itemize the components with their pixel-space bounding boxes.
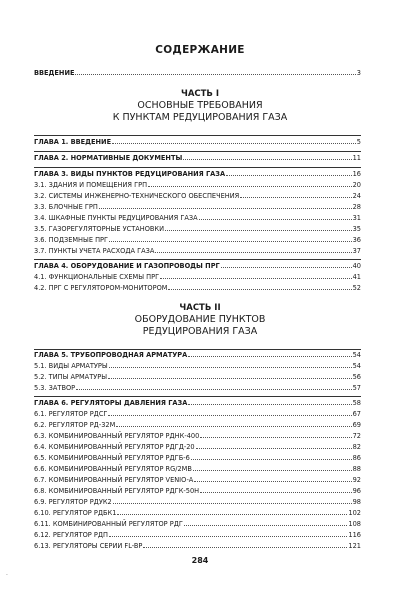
leader-dots	[196, 442, 352, 449]
leader-dots	[193, 464, 352, 471]
toc-entry-section[interactable]	[34, 530, 361, 539]
toc-entry-page: 37	[352, 247, 361, 255]
part-subtitle: РЕДУЦИРОВАНИЯ ГАЗА	[142, 326, 258, 337]
toc-entry-page: 28	[352, 203, 361, 211]
toc-entry-page: 102	[348, 509, 361, 517]
leader-dots	[183, 153, 351, 160]
toc-entry-section[interactable]	[34, 202, 361, 211]
toc-entry-section[interactable]	[34, 361, 361, 370]
toc-entry-page: 88	[352, 465, 361, 473]
toc-entry-label: 6.4. КОМБИНИРОВАННЫЙ РЕГУЛЯТОР РДГД-20	[34, 443, 195, 451]
toc-entry-page: 96	[352, 487, 361, 495]
leader-dots	[155, 246, 351, 253]
divider	[34, 135, 361, 136]
toc-entry-label: 6.3. КОМБИНИРОВАННЫЙ РЕГУЛЯТОР РДНК-400	[34, 432, 200, 440]
leader-dots	[109, 361, 352, 368]
part-heading: ЧАСТЬ I	[180, 89, 220, 99]
toc-entry-page: 72	[352, 432, 361, 440]
leader-dots	[191, 453, 352, 460]
toc-entry-chapter[interactable]	[34, 169, 361, 178]
toc-entry-section[interactable]	[34, 508, 361, 517]
leader-dots	[221, 261, 352, 268]
leader-dots	[194, 475, 351, 482]
toc-entry-label: 6.7. КОМБИНИРОВАННЫЙ РЕГУЛЯТОР VENIO-A	[34, 476, 194, 484]
leader-dots	[99, 202, 352, 209]
page-title: СОДЕРЖАНИЕ	[155, 44, 245, 56]
toc-entry-label: ВВЕДЕНИЕ	[34, 69, 75, 77]
toc-entry-chapter[interactable]	[34, 153, 361, 162]
leader-dots	[148, 180, 352, 187]
toc-entry-label: ГЛАВА 2. НОРМАТИВНЫЕ ДОКУМЕНТЫ	[34, 154, 183, 162]
toc-entry-page: 35	[352, 225, 361, 233]
toc-entry-section[interactable]	[34, 235, 361, 244]
toc-entry-page: 108	[348, 520, 361, 528]
toc-entry-page: 36	[352, 236, 361, 244]
toc-entry-section[interactable]	[34, 383, 361, 392]
leader-dots	[113, 497, 352, 504]
toc-entry-page: 11	[352, 154, 361, 162]
toc-entry-section[interactable]	[34, 431, 361, 440]
toc-entry-label: ГЛАВА 6. РЕГУЛЯТОРЫ ДАВЛЕНИЯ ГАЗА	[34, 399, 188, 407]
leader-dots	[199, 213, 352, 220]
leader-dots	[168, 283, 351, 290]
toc-entry-label: 3.7. ПУНКТЫ УЧЕТА РАСХОДА ГАЗА	[34, 247, 155, 255]
toc-entry-page: 86	[352, 454, 361, 462]
toc-entry-label: ГЛАВА 5. ТРУБОПРОВОДНАЯ АРМАТУРА	[34, 351, 188, 359]
toc-entry-page: 67	[352, 410, 361, 418]
toc-entry-label: 3.4. ШКАФНЫЕ ПУНКТЫ РЕДУЦИРОВАНИЯ ГАЗА	[34, 214, 198, 222]
toc-entry-label: 4.1. ФУНКЦИОНАЛЬНЫЕ СХЕМЫ ПРГ	[34, 273, 160, 281]
leader-dots	[109, 530, 347, 537]
toc-entry-label: 6.8. КОМБИНИРОВАННЫЙ РЕГУЛЯТОР РДГК-50Н	[34, 487, 200, 495]
leader-dots	[143, 541, 347, 548]
toc-entry-page: 31	[352, 214, 361, 222]
toc-entry-section[interactable]	[34, 213, 361, 222]
toc-entry-page: 5	[356, 138, 361, 146]
leader-dots	[160, 272, 352, 279]
leader-dots	[188, 398, 351, 405]
toc-entry-section[interactable]	[34, 180, 361, 189]
leader-dots	[116, 420, 351, 427]
toc-entry-page: 20	[352, 181, 361, 189]
toc-entry-page: 92	[352, 476, 361, 484]
leader-dots	[240, 191, 351, 198]
toc-entry-page: 69	[352, 421, 361, 429]
leader-dots	[226, 169, 352, 176]
toc-entry-chapter[interactable]	[34, 137, 361, 146]
toc-entry-chapter[interactable]	[34, 261, 361, 270]
toc-entry-page: 40	[352, 262, 361, 270]
page-number: 284	[191, 556, 209, 565]
toc-entry-section[interactable]	[34, 191, 361, 200]
toc-entry-section[interactable]	[34, 519, 361, 528]
toc-entry-section[interactable]	[34, 497, 361, 506]
toc-entry-label: 6.10. РЕГУЛЯТОР РДБК1	[34, 509, 117, 517]
toc-entry-label: 4.2. ПРГ С РЕГУЛЯТОРОМ-МОНИТОРОМ	[34, 284, 168, 292]
leader-dots	[108, 372, 352, 379]
toc-entry-label: 5.3. ЗАТВОР	[34, 384, 76, 392]
leader-dots	[188, 350, 351, 357]
toc-entry-intro[interactable]	[34, 68, 361, 77]
toc-entry-page: 56	[352, 373, 361, 381]
toc-entry-section[interactable]	[34, 224, 361, 233]
toc-entry-page: 16	[352, 170, 361, 178]
toc-entry-label: 3.1. ЗДАНИЯ И ПОМЕЩЕНИЯ ГРП	[34, 181, 148, 189]
toc-entry-label: 6.5. КОМБИНИРОВАННЫЙ РЕГУЛЯТОР РДГБ-6	[34, 454, 190, 462]
divider	[34, 396, 361, 397]
leader-dots	[165, 224, 352, 231]
toc-entry-page: 3	[356, 69, 361, 77]
leader-dots	[200, 486, 351, 493]
toc-entry-page: 58	[352, 399, 361, 407]
toc-entry-label: 6.6. КОМБИНИРОВАННЫЙ РЕГУЛЯТОР RG/2MB	[34, 465, 192, 473]
toc-entry-section[interactable]	[34, 442, 361, 451]
toc-entry-label: 3.6. ПОДЗЕМНЫЕ ПРГ	[34, 236, 109, 244]
leader-dots	[184, 519, 348, 526]
toc-entry-section[interactable]	[34, 246, 361, 255]
toc-entry-label: 6.1. РЕГУЛЯТОР РДСГ	[34, 410, 108, 418]
toc-entry-page: 54	[352, 351, 361, 359]
toc-entry-label: ГЛАВА 4. ОБОРУДОВАНИЕ И ГАЗОПРОВОДЫ ПРГ	[34, 262, 220, 270]
toc-entry-section[interactable]	[34, 541, 361, 550]
toc-entry-section[interactable]	[34, 453, 361, 462]
toc-entry-label: 3.3. БЛОЧНЫЕ ГРП	[34, 203, 98, 211]
corner-mark: ·	[6, 572, 8, 579]
toc-entry-label: 6.13. РЕГУЛЯТОРЫ СЕРИИ FL-BP	[34, 542, 143, 550]
toc-entry-page: 121	[348, 542, 361, 550]
toc-entry-section[interactable]	[34, 272, 361, 281]
toc-entry-label: 3.5. ГАЗОРЕГУЛЯТОРНЫЕ УСТАНОВКИ	[34, 225, 165, 233]
toc-entry-section[interactable]	[34, 420, 361, 429]
toc-entry-label: 6.2. РЕГУЛЯТОР РД-32М	[34, 421, 116, 429]
toc-entry-section[interactable]	[34, 372, 361, 381]
toc-entry-page: 24	[352, 192, 361, 200]
toc-entry-section[interactable]	[34, 464, 361, 473]
toc-entry-page: 82	[352, 443, 361, 451]
divider	[34, 259, 361, 260]
toc-entry-section[interactable]	[34, 409, 361, 418]
toc-entry-label: 5.2. ТИПЫ АРМАТУРЫ	[34, 373, 108, 381]
toc-entry-page: 57	[352, 384, 361, 392]
toc-entry-label: 6.9. РЕГУЛЯТОР РДУК2	[34, 498, 112, 506]
toc-entry-page: 52	[352, 284, 361, 292]
toc-entry-label: ГЛАВА 3. ВИДЫ ПУНКТОВ РЕДУЦИРОВАНИЯ ГАЗА	[34, 170, 226, 178]
leader-dots	[117, 508, 347, 515]
divider	[34, 151, 361, 152]
leader-dots	[108, 409, 351, 416]
toc-entry-label: 6.11. КОМБИНИРОВАННЫЙ РЕГУЛЯТОР РДГ	[34, 520, 183, 528]
toc-entry-page: 98	[352, 498, 361, 506]
part-subtitle: ОСНОВНЫЕ ТРЕБОВАНИЯ	[137, 100, 263, 111]
leader-dots	[109, 235, 352, 242]
part-subtitle: ОБОРУДОВАНИЕ ПУНКТОВ	[134, 314, 266, 325]
toc-entry-label: 3.2. СИСТЕМЫ ИНЖЕНЕРНО-ТЕХНИЧЕСКОГО ОБЕСПЕЧЕНИЯ	[34, 192, 240, 200]
toc-entry-page: 54	[352, 362, 361, 370]
part-heading: ЧАСТЬ II	[179, 303, 221, 313]
toc-entry-section[interactable]	[34, 486, 361, 495]
toc-entry-chapter[interactable]	[34, 350, 361, 359]
toc-entry-section[interactable]	[34, 475, 361, 484]
leader-dots	[75, 68, 355, 75]
leader-dots	[76, 383, 351, 390]
leader-dots	[200, 431, 351, 438]
toc-entry-page: 41	[352, 273, 361, 281]
toc-entry-chapter[interactable]	[34, 398, 361, 407]
toc-entry-label: 6.12. РЕГУЛЯТОР РДП	[34, 531, 108, 539]
toc-entry-page: 116	[348, 531, 361, 539]
divider	[34, 167, 361, 168]
toc-entry-label: ГЛАВА 1. ВВЕДЕНИЕ	[34, 138, 112, 146]
leader-dots	[112, 137, 356, 144]
part-subtitle: К ПУНКТАМ РЕДУЦИРОВАНИЯ ГАЗА	[112, 112, 288, 123]
toc-entry-label: 5.1. ВИДЫ АРМАТУРЫ	[34, 362, 108, 370]
toc-entry-section[interactable]	[34, 283, 361, 292]
